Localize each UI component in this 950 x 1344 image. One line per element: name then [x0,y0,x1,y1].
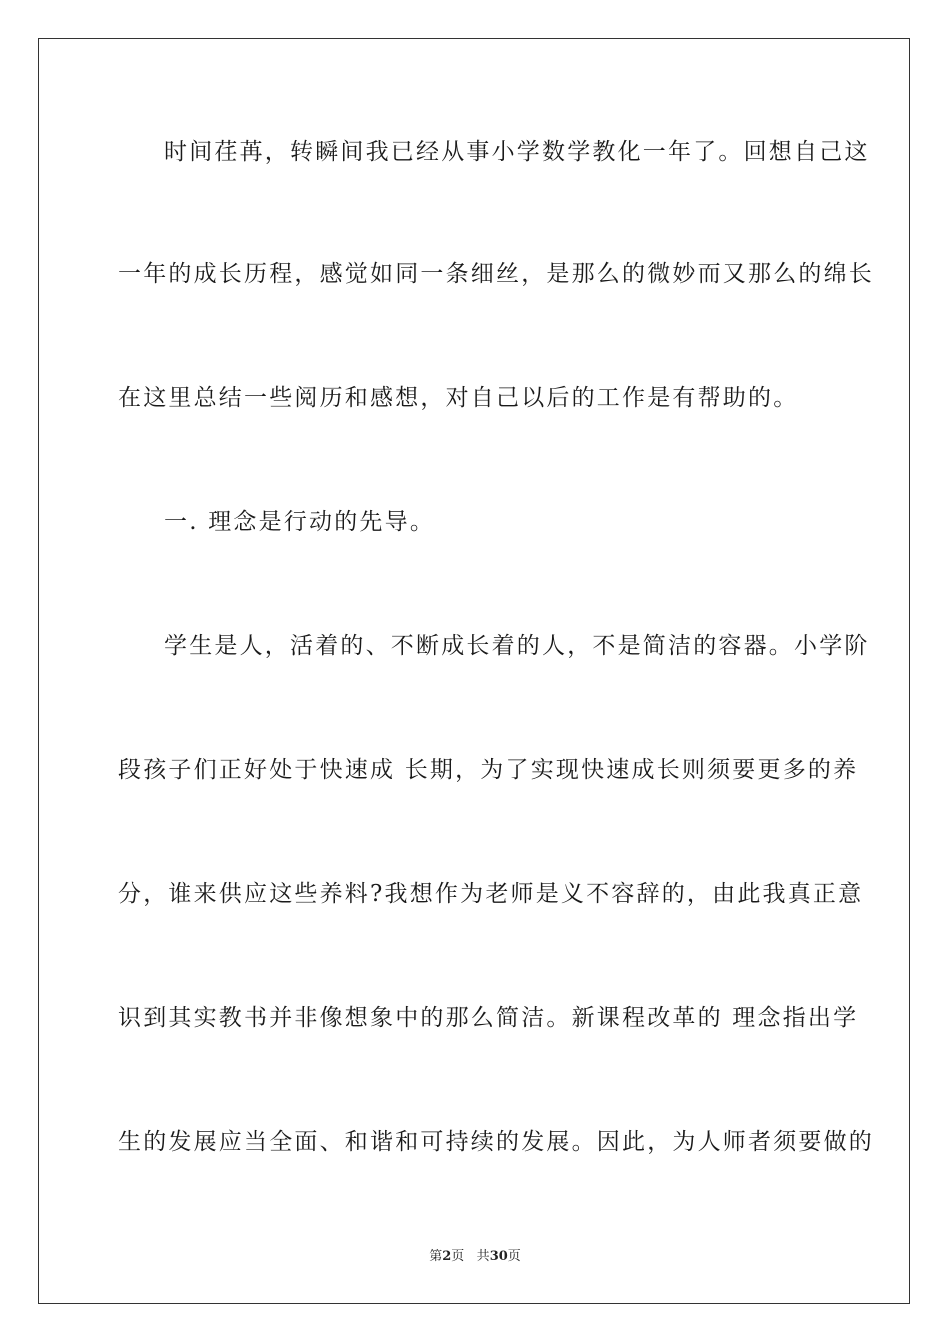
paragraph-2-line-3: 分，谁来供应这些养料?我想作为老师是义不容辞的，由此我真正意 [118,881,864,907]
paragraph-2-line-2: 段孩子们正好处于快速成 长期，为了实现快速成长则须要更多的养 [118,757,859,783]
page-footer [0,1249,950,1265]
paragraph-1-line-3: 在这里总结一些阅历和感想，对自己以后的工作是有帮助的。 [118,385,799,411]
footer-total-prefix: 共 [476,1249,490,1264]
paragraph-1-line-2: 一年的成长历程，感觉如同一条细丝，是那么的微妙而又那么的绵长 [118,261,874,287]
paragraph-2-line-1: 学生是人，活着的、不断成长着的人，不是简洁的容器。小学阶 [164,633,870,659]
section-heading-1: 一. 理念是行动的先导。 [164,509,436,535]
page-border [38,38,910,1304]
footer-total-suffix: 页 [507,1249,521,1264]
footer-current-page: 2 [442,1249,452,1264]
footer-page-suffix: 页 [451,1249,465,1264]
paragraph-1-line-1: 时间荏苒，转瞬间我已经从事小学数学教化一年了。回想自己这 [164,139,870,165]
footer-total-pages: 30 [489,1249,508,1264]
paragraph-2-line-5: 生的发展应当全面、和谐和可持续的发展。因此，为人师者须要做的 [118,1129,874,1155]
paragraph-2-line-4: 识到其实教书并非像想象中的那么简洁。新课程改革的 理念指出学 [118,1005,859,1031]
footer-page-prefix: 第 [429,1249,443,1264]
